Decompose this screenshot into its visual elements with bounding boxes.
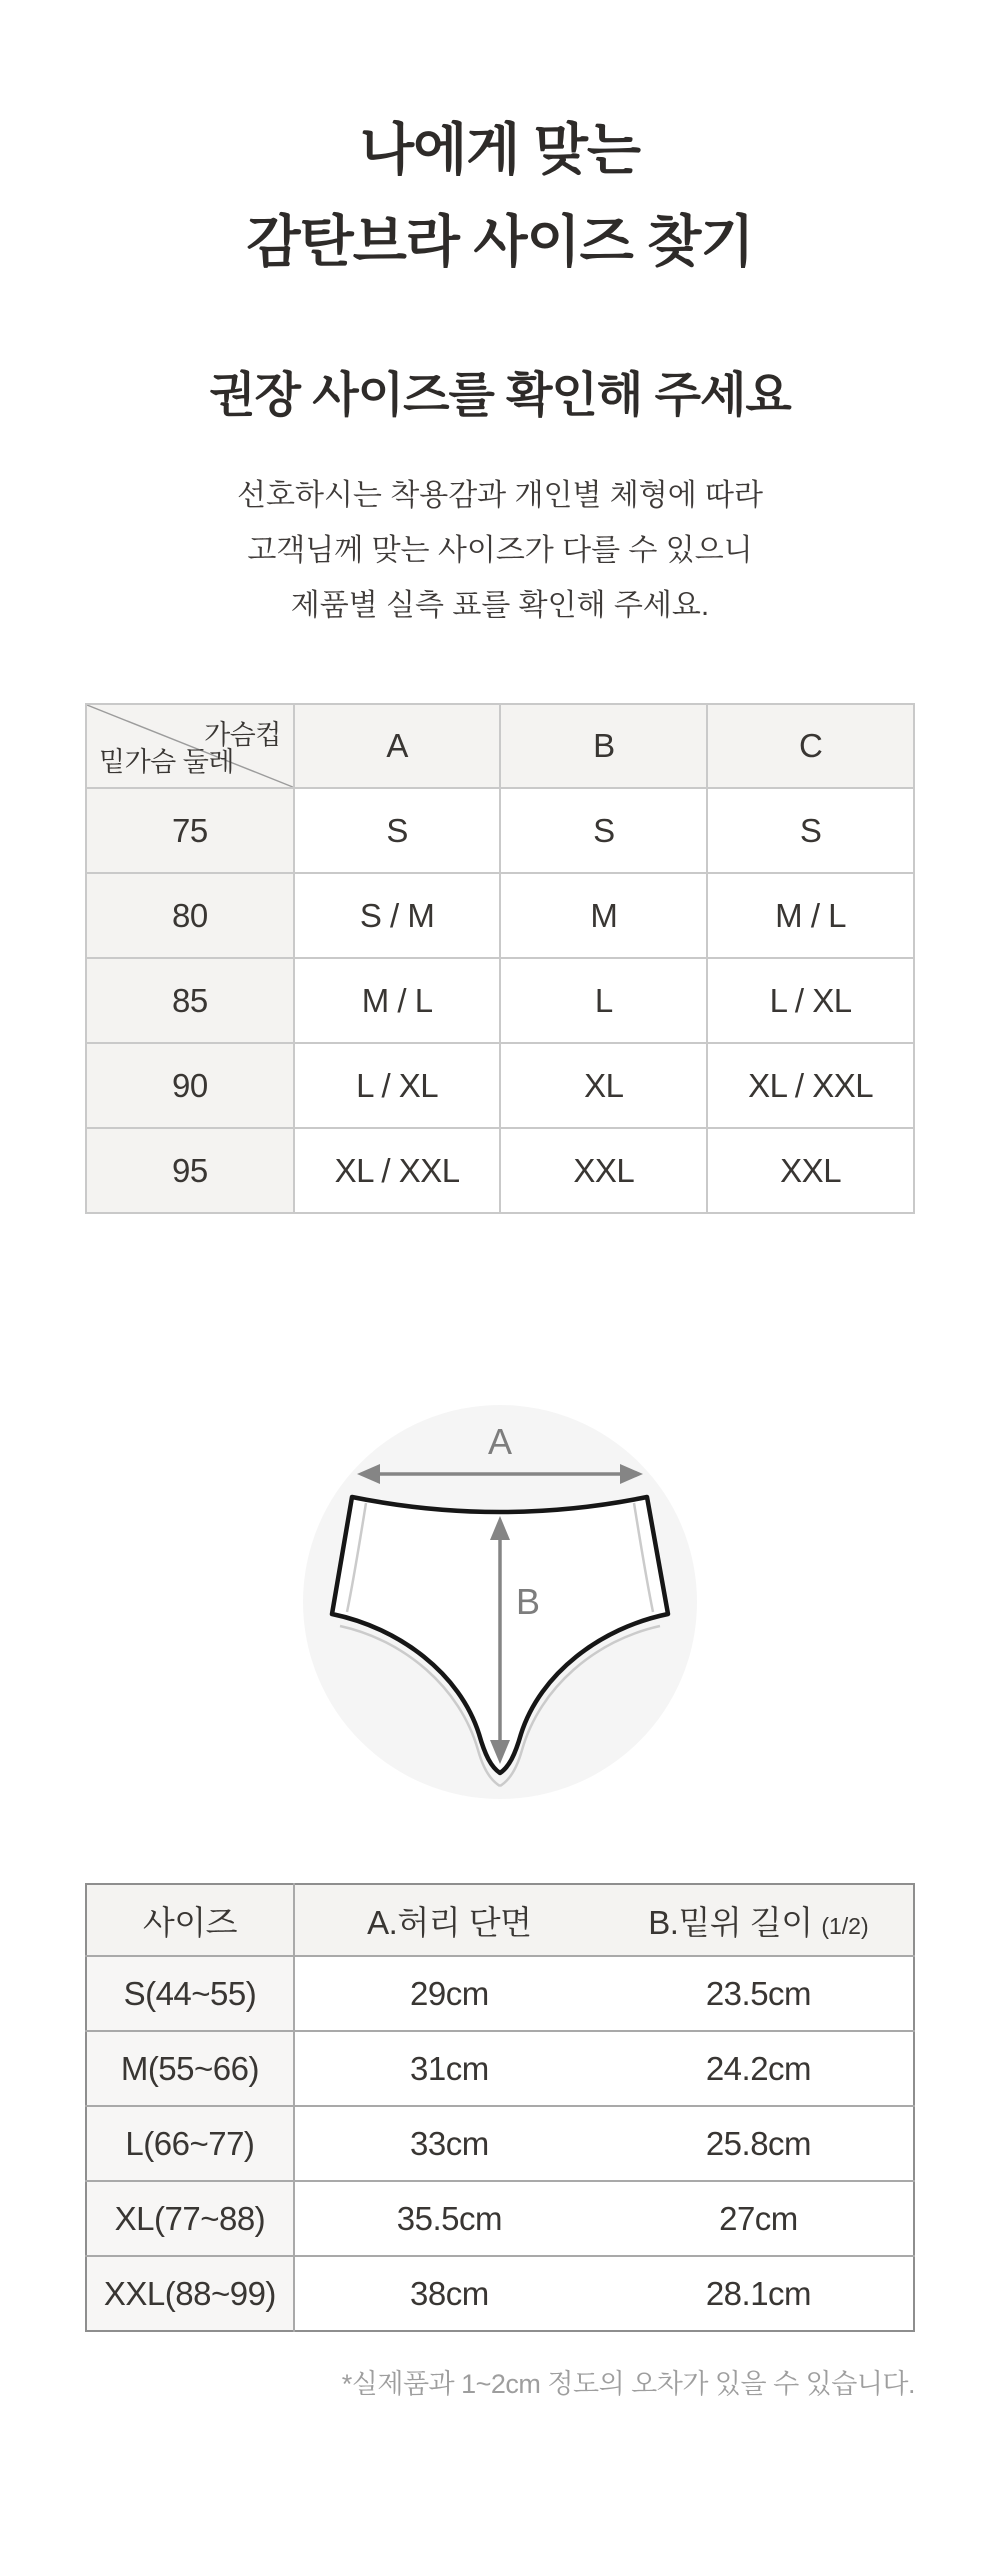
table-row [86,2181,914,2256]
size-name-cell: M(55~66) [86,2031,294,2106]
table-row [86,1128,914,1213]
panty-table-header-row [86,1884,914,1956]
size-name-cell: XXL(88~99) [86,2256,294,2331]
table-row [86,788,914,873]
panty-measurement-diagram [280,1382,720,1822]
panty-size-table [85,1883,915,2332]
column-header-size: 사이즈 [86,1884,294,1956]
page-title-line2: 감탄브라 사이즈 찾기 [246,210,754,273]
size-cell: M [500,873,707,958]
band-size-cell: 85 [86,958,294,1043]
column-header-cup-a: A [294,704,501,788]
size-cell: S [294,788,501,873]
column-header-rise [604,1884,914,1956]
table-row [86,873,914,958]
size-cell: S [500,788,707,873]
bra-size-table-corner-cell [86,704,294,788]
table-row [86,2031,914,2106]
waist-value-cell: 38cm [294,2256,604,2331]
description-line: 고객님께 맞는 사이즈가 다를 수 있으니 [247,534,753,567]
rise-value-cell: 28.1cm [604,2256,914,2331]
size-cell: S [707,788,914,873]
table-row [86,1043,914,1128]
size-cell: L / XL [707,958,914,1043]
rise-value-cell: 24.2cm [604,2031,914,2106]
column-header-cup-b: B [500,704,707,788]
bra-size-table-header-row [86,704,914,788]
table-row [86,2106,914,2181]
size-cell: XL / XXL [294,1128,501,1213]
size-cell: L / XL [294,1043,501,1128]
size-cell: XXL [707,1128,914,1213]
size-cell: XL [500,1043,707,1128]
description-line: 선호하시는 착용감과 개인별 체형에 따라 [237,479,763,512]
size-name-cell: XL(77~88) [86,2181,294,2256]
rise-header-suffix: (1/2) [821,1912,869,1939]
column-header-waist: A.허리 단면 [294,1884,604,1956]
size-name-cell: S(44~55) [86,1956,294,2031]
tolerance-footnote: *실제품과 1~2cm 정도의 오차가 있을 수 있습니다. [341,2369,915,2399]
page-title [0,104,1000,288]
page-title-line1: 나에게 맞는 [359,118,641,181]
waist-value-cell: 29cm [294,1956,604,2031]
size-name-cell: L(66~77) [86,2106,294,2181]
size-cell: XXL [500,1128,707,1213]
rise-value-cell: 23.5cm [604,1956,914,2031]
waist-value-cell: 31cm [294,2031,604,2106]
size-cell: M / L [707,873,914,958]
size-cell: XL / XXL [707,1043,914,1128]
table-row [86,958,914,1043]
column-header-cup-c: C [707,704,914,788]
band-size-cell: 90 [86,1043,294,1128]
rise-header-text: B.밑위 길이 [648,1903,813,1941]
size-cell: L [500,958,707,1043]
table-row [86,1956,914,2031]
rise-label: B [516,1581,541,1622]
table-row [86,2256,914,2331]
rise-value-cell: 25.8cm [604,2106,914,2181]
waist-value-cell: 33cm [294,2106,604,2181]
corner-label-underbust: 밑가슴 둘레 [99,747,234,777]
description-line: 제품별 실측 표를 확인해 주세요. [290,589,710,622]
corner-label-cup: 가슴컵 [204,720,281,750]
band-size-cell: 75 [86,788,294,873]
size-cell: S / M [294,873,501,958]
section-subtitle: 권장 사이즈를 확인해 주세요 [209,369,791,422]
width-label: A [487,1421,513,1462]
band-size-cell: 80 [86,873,294,958]
bra-size-table [85,703,915,1214]
rise-value-cell: 27cm [604,2181,914,2256]
band-size-cell: 95 [86,1128,294,1213]
description-text [0,468,1000,633]
size-cell: M / L [294,958,501,1043]
waist-value-cell: 35.5cm [294,2181,604,2256]
